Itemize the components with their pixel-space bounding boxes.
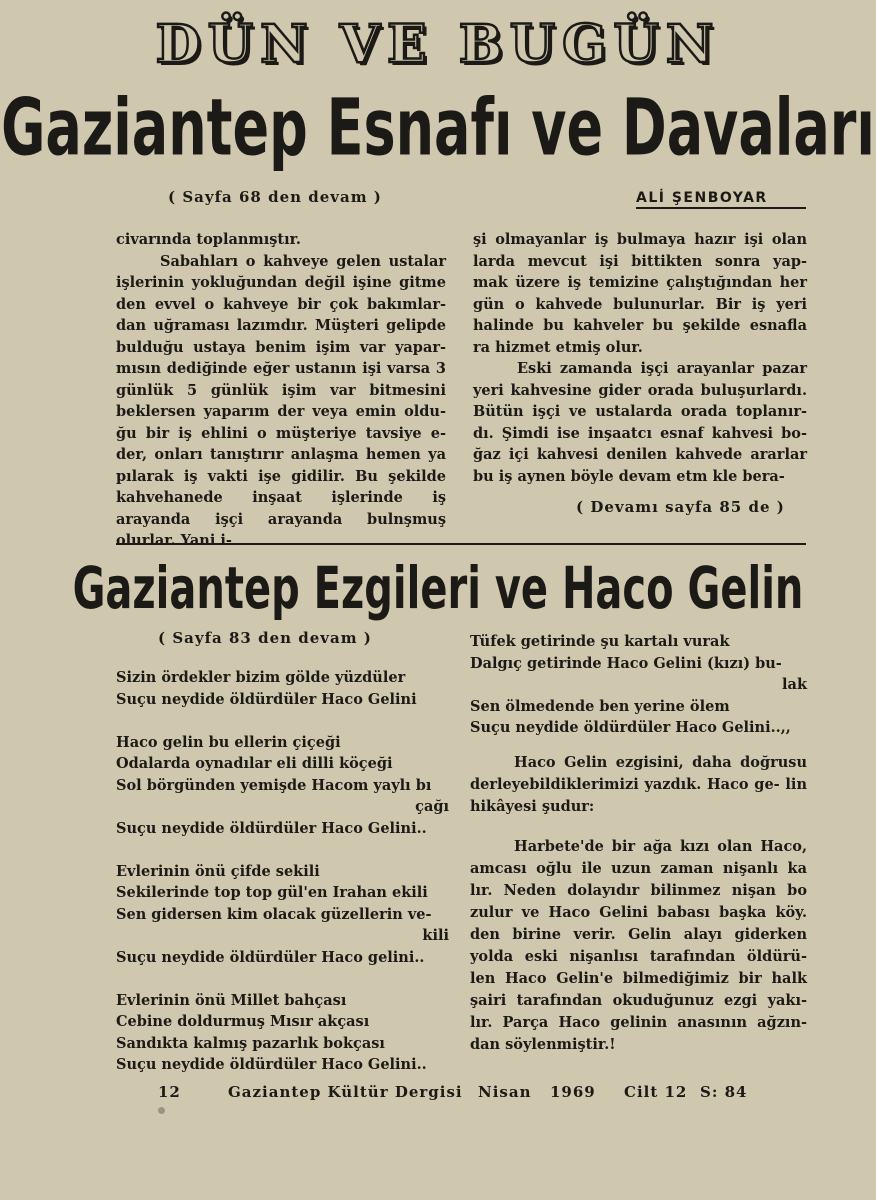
footer-month: Nisan bbox=[478, 1083, 532, 1101]
article1-left-column bbox=[116, 229, 446, 552]
poem-line: Sen gidersen kim olacak güzellerin ve- bbox=[116, 905, 432, 923]
section-divider bbox=[116, 543, 806, 545]
poem-line: Suçu neydide öldürdüler Haco Gelini..,, bbox=[470, 719, 791, 736]
article1-continued-on: ( Devamı sayfa 85 de ) bbox=[576, 498, 785, 516]
poem-line: lak bbox=[782, 676, 807, 693]
poem-line: kili bbox=[422, 927, 449, 944]
poem-line: Odalarda oynadılar eli dilli köçeği bbox=[116, 755, 393, 772]
poem-line: Haco gelin bu ellerin çiçeği bbox=[116, 733, 341, 751]
poem-line: Sandıkta kalmış pazarlık bokçası bbox=[116, 1034, 385, 1052]
prose-paragraph: Haco Gelin ezgisini, daha doğrusu derleyebildiklerimizi yazdık. Haco ge- lin hikâyesi şudur: bbox=[470, 754, 807, 815]
poem-line: Suçu neydide öldürdüler Haco gelini.. bbox=[116, 948, 425, 966]
article1-right-paragraph: Eski zamanda işçi arayanlar pazar yeri kahvesine gider orada buluşurlardı. Bütün işçi ve ustalarda orada toplanır- dı. Şimdi ise inşaatcı esnaf kahvesi bo- ğaz içi kahvesi denilen kahvede ararlar bu iş aynen böyle devam etm kle bera- bbox=[473, 360, 807, 485]
footer-volume: Cilt 12 bbox=[624, 1083, 688, 1101]
stanza-gap bbox=[116, 710, 449, 732]
footer-issue: S: 84 bbox=[700, 1083, 748, 1101]
masthead: DÜN VE BUGÜN bbox=[155, 14, 721, 75]
footer-page-number: 12 bbox=[158, 1083, 181, 1101]
article1-right-paragraph: şi olmayanlar iş bulmaya hazır işi olan larda mevcut işi bittikten sonra yap- mak üzere iş temizine çalıştığından her gün o kahvede bulunurlar. Bir iş yeri halinde bu kahveler bu şekilde esnafla ra hizmet etmiş olur. bbox=[473, 231, 807, 356]
poem-line: Evlerinin önü Millet bahçası bbox=[116, 991, 347, 1009]
poem-line: Suçu neydide öldürdüler Haco Gelini.. bbox=[116, 1056, 427, 1073]
poem-line: Suçu neydide öldürdüler Haco Gelini bbox=[116, 690, 417, 708]
article1-left-paragraph: Sabahları o kahveye gelen ustalar işlerinin yokluğundan değil işine gitme den evvel o kahveye bir çok bakımlar- dan uğraması lazımdır. Müşteri gelipde bulduğu ustaya benim işim var yapar- mısın dediğinde eğer ustanın işi varsa 3 günlük 5 günlük işim var bitmesini beklersen yaparım der veya emin oldu- ğu bir iş ehlini o müşteriye tavsiye e- der, onları tanıştırır anlaşma hemen ya pılarak iş vakti işe gidilir. Bu şekilde kahvehanede inşaat işlerinde iş arayanda işçi arayanda bulnşmuş olurlar. Yani i- bbox=[116, 252, 446, 549]
article1-continued-from: ( Sayfa 68 den devam ) bbox=[168, 188, 382, 206]
poem-left-column bbox=[116, 667, 449, 1076]
footer-magazine: Gaziantep Kültür Dergisi bbox=[228, 1083, 463, 1101]
article2-title: Gaziantep Ezgileri ve Haco Gelin bbox=[72, 556, 804, 623]
poem-line: Evlerinin önü çifde sekili bbox=[116, 862, 320, 880]
footer-year: 1969 bbox=[550, 1083, 596, 1101]
poem-line: Cebine doldurmuş Mısır akçası bbox=[116, 1013, 370, 1030]
prose-paragraph: Harbete'de bir ağa kızı olan Haco, amcası oğlu ile uzun zaman nişanlı ka lır. Neden dolayıdır bilinmez nişan bo zulur ve Haco Gelini babası başka köy. den birine verir. Gelin alayı giderken yolda eski nişanlısı tarafından öldürü- len Haco Gelin'e bilmediğimiz bir halk şairi tarafından okuduğunuz ezgi yakı- lır. Parça Haco gelinin anasının ağzın- dan söylenmiştir.! bbox=[470, 838, 807, 1053]
poem-line: Sol börgünden yemişde Hacom yaylı bı bbox=[116, 776, 432, 794]
article2-prose bbox=[470, 752, 807, 1056]
poem-line: Sekilerinde top top gül'en Irahan ekili bbox=[116, 884, 428, 901]
article1-author: ALİ ŞENBOYAR bbox=[636, 190, 806, 209]
poem-line: Sen ölmedende ben yerine ölem bbox=[470, 697, 730, 715]
poem-line: Tüfek getirinde şu kartalı vurak bbox=[470, 633, 730, 650]
article1-left-paragraph: civarında toplanmıştır. bbox=[116, 231, 301, 248]
poem-line: çağı bbox=[415, 798, 449, 815]
stanza-gap bbox=[116, 968, 449, 990]
poem-right-column bbox=[470, 631, 807, 739]
article1-title: Gaziantep Esnafı ve Davaları bbox=[1, 82, 875, 174]
article2-continued-from: ( Sayfa 83 den devam ) bbox=[158, 629, 372, 647]
article1-right-column bbox=[473, 229, 807, 487]
poem-line: Dalgıç getirinde Haco Gelini (kızı) bu- bbox=[470, 654, 782, 672]
poem-line: Suçu neydide öldürdüler Haco Gelini.. bbox=[116, 819, 427, 837]
poem-line: Sizin ördekler bizim gölde yüzdüler bbox=[116, 669, 406, 686]
stanza-gap bbox=[116, 839, 449, 861]
paper-speck bbox=[158, 1107, 165, 1114]
